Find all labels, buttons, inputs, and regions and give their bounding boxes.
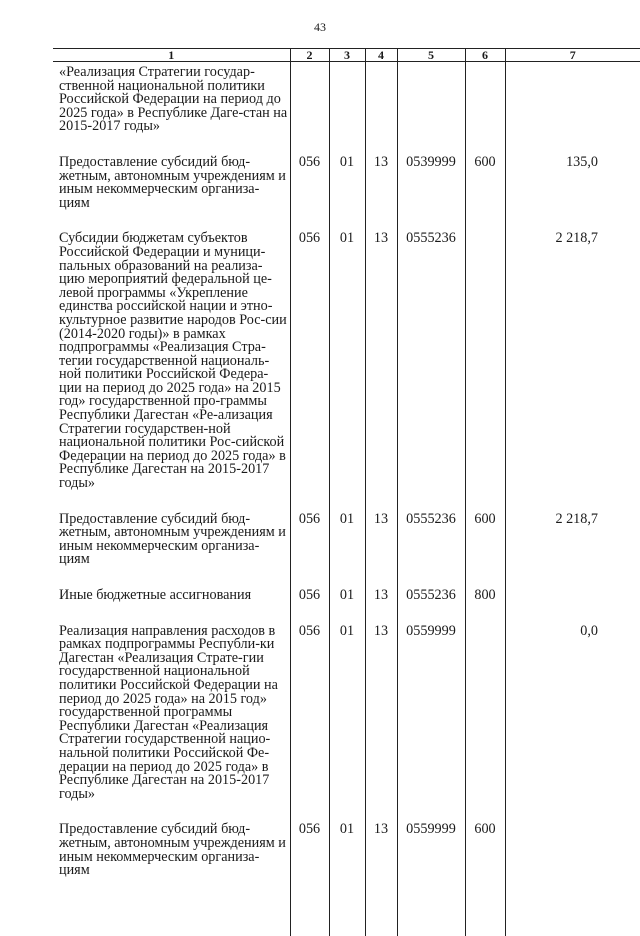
row-expense-type [465, 621, 505, 820]
row-section-code: 01 [329, 228, 365, 508]
row-target-article: 0555236 [397, 228, 465, 508]
header-col-5: 5 [397, 49, 465, 62]
row-ministry-code: 056 [290, 621, 329, 820]
row-ministry-code [290, 62, 329, 152]
header-col-6: 6 [465, 49, 505, 62]
row-subsection-code: 13 [365, 509, 397, 585]
header-row [53, 49, 640, 62]
row-target-article [397, 62, 465, 152]
row-section-code: 01 [329, 585, 365, 621]
row-ministry-code: 056 [290, 228, 329, 508]
row-target-article: 0559999 [397, 819, 465, 936]
row-description: Реализация направления расходов в рамках подпрограммы Республи-ки Дагестан «Реализация Страте-гии государственной национальной политики Российской Федерации на период до 2025 года» на 2015 год» государственной программы Республики Дагестан «Реализация Стратегии государственной нацио-нальной политики Российской Фе-дерации на период до 2025 года» в Республике Дагестан на 2015-2017 годы» [53, 621, 290, 820]
row-ministry-code: 056 [290, 152, 329, 228]
row-amount: 135,0 [505, 152, 640, 228]
row-ministry-code: 056 [290, 509, 329, 585]
row-ministry-code: 056 [290, 819, 329, 936]
table-row [53, 152, 640, 228]
row-expense-type [465, 228, 505, 508]
row-description: Субсидии бюджетам субъектов Российской Федерации и муници-пальных образований на реализа-цию мероприятий федеральной це-левой программы «Укрепление единства российской нации и этно-культурное развитие народов Рос-сии (2014-2020 годы)» в рамках подпрограммы «Реализация Стра-тегии государственной националь-ной политики Российской Федера-ции на период до 2025 года» на 2015 год» государственной про-граммы Республики Дагестан «Ре-ализация Стратегии государствен-ной национальной политики Рос-сийской Федерации на период до 2025 года» в Республике Дагестан на 2015-2017 годы» [53, 228, 290, 508]
row-amount [505, 585, 640, 621]
row-subsection-code: 13 [365, 585, 397, 621]
table-row [53, 62, 640, 152]
header-col-1: 1 [53, 49, 290, 62]
row-amount [505, 819, 640, 936]
row-subsection-code: 13 [365, 819, 397, 936]
row-expense-type: 800 [465, 585, 505, 621]
row-amount: 0,0 [505, 621, 640, 820]
row-expense-type: 600 [465, 509, 505, 585]
row-section-code [329, 62, 365, 152]
table-body [53, 62, 640, 936]
row-description: Предоставление субсидий бюд-жетным, автономным учреждениям и иным некоммерческим организа-циям [53, 819, 290, 936]
budget-table [53, 48, 640, 936]
row-description: Предоставление субсидий бюд-жетным, автономным учреждениям и иным некоммерческим организа-циям [53, 152, 290, 228]
table-row [53, 509, 640, 585]
header-col-4: 4 [365, 49, 397, 62]
table-row [53, 621, 640, 820]
row-subsection-code [365, 62, 397, 152]
row-subsection-code: 13 [365, 621, 397, 820]
row-section-code: 01 [329, 621, 365, 820]
row-section-code: 01 [329, 819, 365, 936]
row-amount [505, 62, 640, 152]
row-target-article: 0555236 [397, 509, 465, 585]
table-row [53, 819, 640, 936]
page-number: 43 [0, 20, 640, 35]
row-expense-type: 600 [465, 152, 505, 228]
row-description: Иные бюджетные ассигнования [53, 585, 290, 621]
row-target-article: 0555236 [397, 585, 465, 621]
row-description: «Реализация Стратегии государ-ственной национальной политики Российской Федерации на период до 2025 года» в Республике Даге-стан на 2015-2017 годы» [53, 62, 290, 152]
row-section-code: 01 [329, 152, 365, 228]
row-ministry-code: 056 [290, 585, 329, 621]
row-subsection-code: 13 [365, 152, 397, 228]
header-col-3: 3 [329, 49, 365, 62]
row-target-article: 0559999 [397, 621, 465, 820]
row-section-code: 01 [329, 509, 365, 585]
table-row [53, 585, 640, 621]
row-amount: 2 218,7 [505, 228, 640, 508]
row-description: Предоставление субсидий бюд-жетным, автономным учреждениям и иным некоммерческим организа-циям [53, 509, 290, 585]
header-col-7: 7 [505, 49, 640, 62]
row-expense-type: 600 [465, 819, 505, 936]
row-target-article: 0539999 [397, 152, 465, 228]
header-col-2: 2 [290, 49, 329, 62]
table-header [53, 49, 640, 62]
budget-table-container [53, 48, 640, 936]
table-row [53, 228, 640, 508]
row-amount: 2 218,7 [505, 509, 640, 585]
row-expense-type [465, 62, 505, 152]
row-subsection-code: 13 [365, 228, 397, 508]
